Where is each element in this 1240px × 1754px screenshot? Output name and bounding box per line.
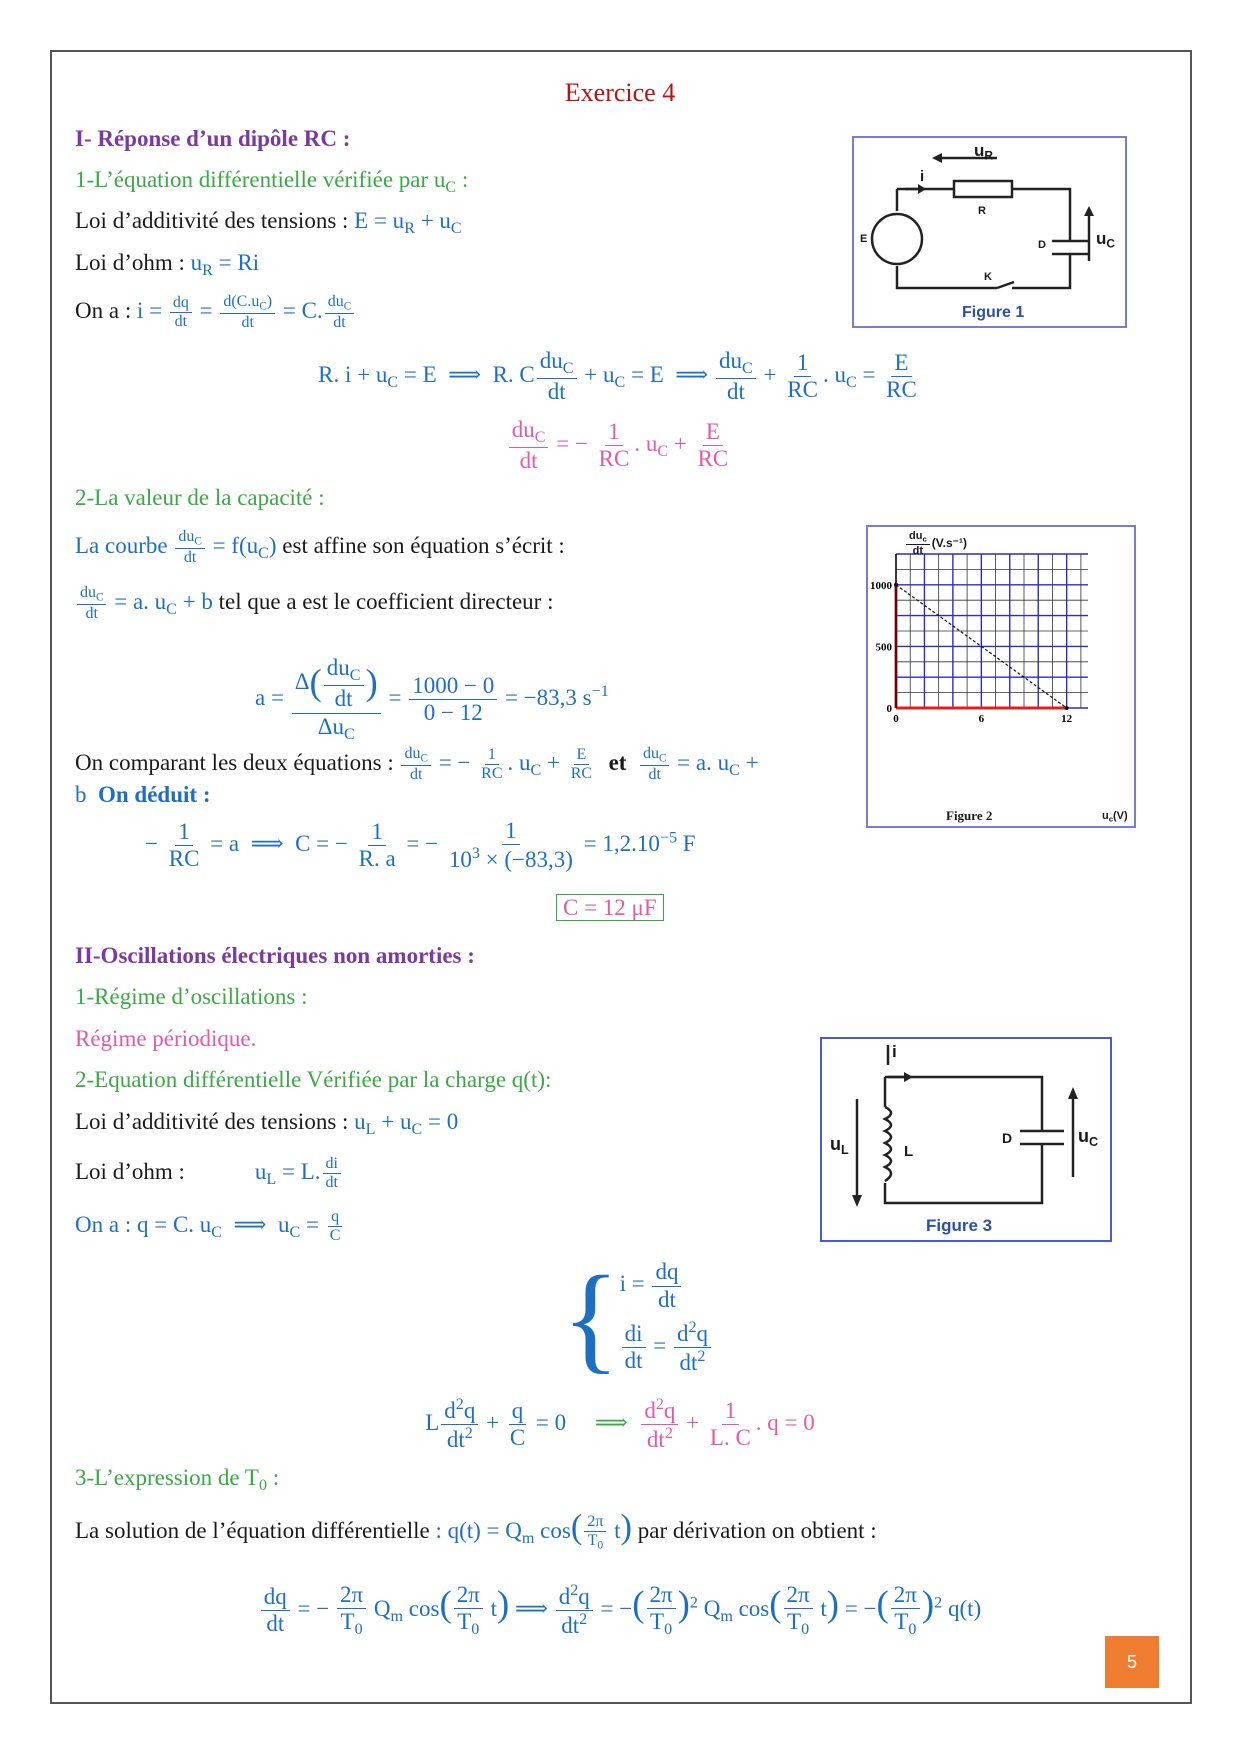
system-equations: { i = $\frac{dq}{dt}$ $\frac{di}{dt}$ = $\frac{d^2q}{dt^2}$ [562,1258,713,1378]
fig1-k-label: K [984,271,992,283]
fig3-caption: Figure 3 [926,1216,993,1235]
fig3-l-label: L [904,1143,914,1160]
figure-2 [866,525,1136,828]
data-point [1065,706,1069,710]
figure-1 [852,136,1127,328]
equation-lc: L $\frac{d^2q}{dt^2}$ + $\frac{q}{C}$ = 0 ⟹ $\frac{d^2q}{dt^2}$ + $\frac{1}{L. C}$ . q = 0 [425,1396,815,1453]
figure-3 [820,1037,1112,1242]
equation-derivative: $\frac{dq}{dt}$ = − $\frac{2\pi}{T_0}$ $Q_m$ cos( $\frac{2\pi}{T_0}$ t) ⟹ $\frac{d^2q}{dt^2}$ = −( $\frac{2\pi}{T_0}$ )$^2$ $Q_m$ cos( $\frac{2\pi}{T_0}$ t) = −( $\frac{2\pi}{T_0}$ )$^2$ q(t) [0,1582,1240,1640]
x-tick-label: 6 [978,713,985,725]
equation-rc-1: R. $i + u_C = E$ ⟹ R. C $du_C$ dt + $u_C = E$ ⟹ $du_C$ dt + $\frac{1}{RC}$ . $u_C$ = $\frac{E}{RC}$ [318,348,917,405]
answer-2-1: Régime périodique. [75,1026,257,1051]
comparant-line: On comparant les deux équations : $du_C$ dt = − $\frac{1}{RC}$ . $u_C$ + $\frac{E}{RC}$ et $du_C$ dt = a. $u_C$ + [75,745,759,784]
fig1-e-label: E [860,233,868,245]
equation-rc-2: $du_C$ dt = − $\frac{1}{RC}$ . $u_C$ + $\frac{E}{RC}$ [0,417,1240,475]
question-1-1: 1-L’équation différentielle vérifiée par $u_C$ : [75,167,469,196]
fig2-caption: Figure 2 [946,808,993,823]
page-title: Exercice 4 [564,78,676,107]
solution-line: La solution de l’équation différentielle : $q(t) = Q_m$ cos( $\frac{2\pi}{T_0}$ t) par dérivation on obtient : [75,1508,877,1552]
question-2-3: 3-L’expression de $T_0$ : [75,1465,280,1494]
on-a-line: On a : i = $\frac{dq}{dt}$ = $\frac{d(C.u_C)}{dt}$ = C. $du_C$ dt [75,293,356,333]
equation-slope: a = Δ( $du_C$ dt ) $\Delta u_C$ = $\frac{1000 - 0}{0 - 12}$ = −83,3 $s^{-1}$ [255,655,609,743]
fig1-caption: Figure 1 [962,304,1025,321]
fig3-uc-label: $u_C$ [1078,1126,1099,1149]
loi-ohm: Loi d’ohm : $u_R = Ri$ [75,250,260,279]
courbe-line: La courbe $du_C$ dt = $f(u_C)$ est affine son équation s’écrit : [75,528,565,567]
x-tick-label: 12 [1061,713,1073,725]
loi-additivite: Loi d’additivité des tensions : $E = u_R + u_C$ [75,208,462,237]
fig1-r-label: R [978,205,986,217]
fig3-ul-label: $u_L$ [830,1134,849,1157]
result-capacity: C = 12 μF [556,893,664,923]
fig1-i-label: i [920,168,925,185]
loi-ohm-2: Loi d’ohm : $u_L = L$. $\frac{di}{dt}$ [75,1155,343,1195]
on-a-line-2: On a : q = C. $u_C$ ⟹ $u_C$ = $\frac{q}{C}$ [75,1208,341,1245]
y-tick-label: 500 [875,641,892,654]
fig3-d-label: D [1002,1130,1013,1146]
figure-2-chart [866,525,1136,828]
fig2-ylabel: $du_c$ dt (V.s⁻¹) [904,530,967,558]
page-number: 5 [1105,1636,1159,1688]
fig1-ur-label: $u_R$ [974,141,993,163]
question-2-1: 1-Régime d’oscillations : [75,984,308,1009]
section-heading-2: II-Oscillations électriques non amorties : [75,943,475,968]
fig3-i-label: i [892,1042,897,1061]
loi-additivite-2: Loi d’additivité des tensions : $u_L + u_C = 0$ [75,1109,459,1138]
equation-capacity: − $\frac{1}{RC}$ = a ⟹ C = − $\frac{1}{R. a}$ = − $\frac{1}{10^3 \times (-83,3)}$ = $1,2.10^{-5}$ F [145,818,696,873]
question-2-2: 2-Equation différentielle Vérifiée par la charge q(t): [75,1067,552,1092]
equation-affine: $du_C$ dt = a. $u_C + b$ tel que a est le coefficient directeur : [75,584,553,625]
fig1-d-label: D [1038,239,1046,251]
section-heading-1: I- Réponse d’un dipôle RC : [75,126,351,151]
fig1-uc-label: $u_C$ [1096,229,1115,251]
x-tick-label: 0 [893,713,899,725]
question-1-2: 2-La valeur de la capacité : [75,485,325,510]
deduit-line: b On déduit : [75,782,211,807]
fig2-xlabel: $u_c(V)$ [1102,810,1128,824]
data-point [894,583,898,587]
y-tick-label: 1000 [870,579,892,592]
y-tick-label: 0 [886,703,892,715]
